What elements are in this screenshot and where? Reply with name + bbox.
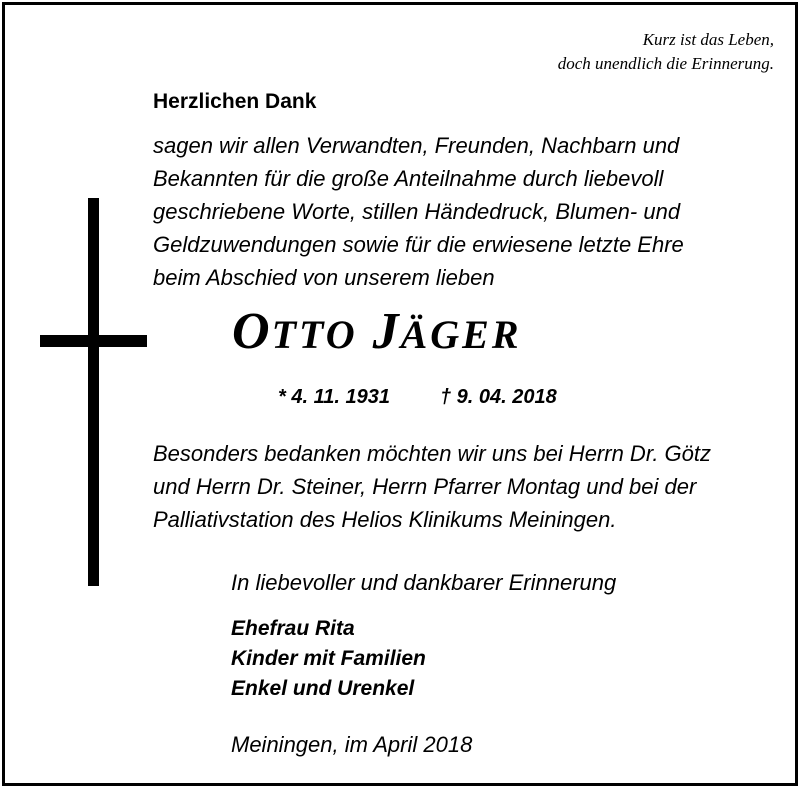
text-line: Palliativstation des Helios Klinikums Meiningen.: [153, 507, 617, 532]
mourner: Ehefrau Rita: [231, 617, 355, 640]
cross-icon: [88, 198, 99, 586]
surname-rest: ÄGER: [400, 312, 522, 357]
motto-line: doch unendlich die Erinnerung.: [557, 54, 774, 73]
text-line: sagen wir allen Verwandten, Freunden, Nachbarn und: [153, 133, 680, 158]
cross-icon-bar: [40, 335, 147, 347]
text-line: Bekannten für die große Anteilnahme durch liebevoll: [153, 166, 664, 191]
surname-initial: J: [372, 303, 401, 360]
birth-date: * 4. 11. 1931: [278, 386, 390, 408]
place-date: Meiningen, im April 2018: [231, 732, 473, 757]
death-date: † 9. 04. 2018: [440, 386, 557, 408]
deceased-name: [232, 302, 522, 361]
motto: [558, 28, 774, 76]
heading: Herzlichen Dank: [153, 90, 317, 113]
name-rest: TTO: [271, 312, 358, 357]
name-initial: O: [232, 303, 272, 360]
motto-line: Kurz ist das Leben,: [642, 30, 774, 49]
text-line: Besonders bedanken möchten wir uns bei Herrn Dr. Götz: [153, 441, 712, 466]
closing-line: In liebevoller und dankbarer Erinnerung: [231, 570, 617, 595]
special-thanks: [153, 437, 711, 536]
mourners-list: [231, 614, 426, 704]
gratitude-text: [153, 129, 684, 294]
text-line: beim Abschied von unserem lieben: [153, 265, 495, 290]
mourner: Kinder mit Familien: [231, 647, 426, 670]
text-line: und Herrn Dr. Steiner, Herrn Pfarrer Montag und bei der: [153, 474, 697, 499]
text-line: geschriebene Worte, stillen Händedruck, Blumen- und: [153, 199, 681, 224]
mourner: Enkel und Urenkel: [231, 677, 415, 700]
text-line: Geldzuwendungen sowie für die erwiesene letzte Ehre: [153, 232, 684, 257]
